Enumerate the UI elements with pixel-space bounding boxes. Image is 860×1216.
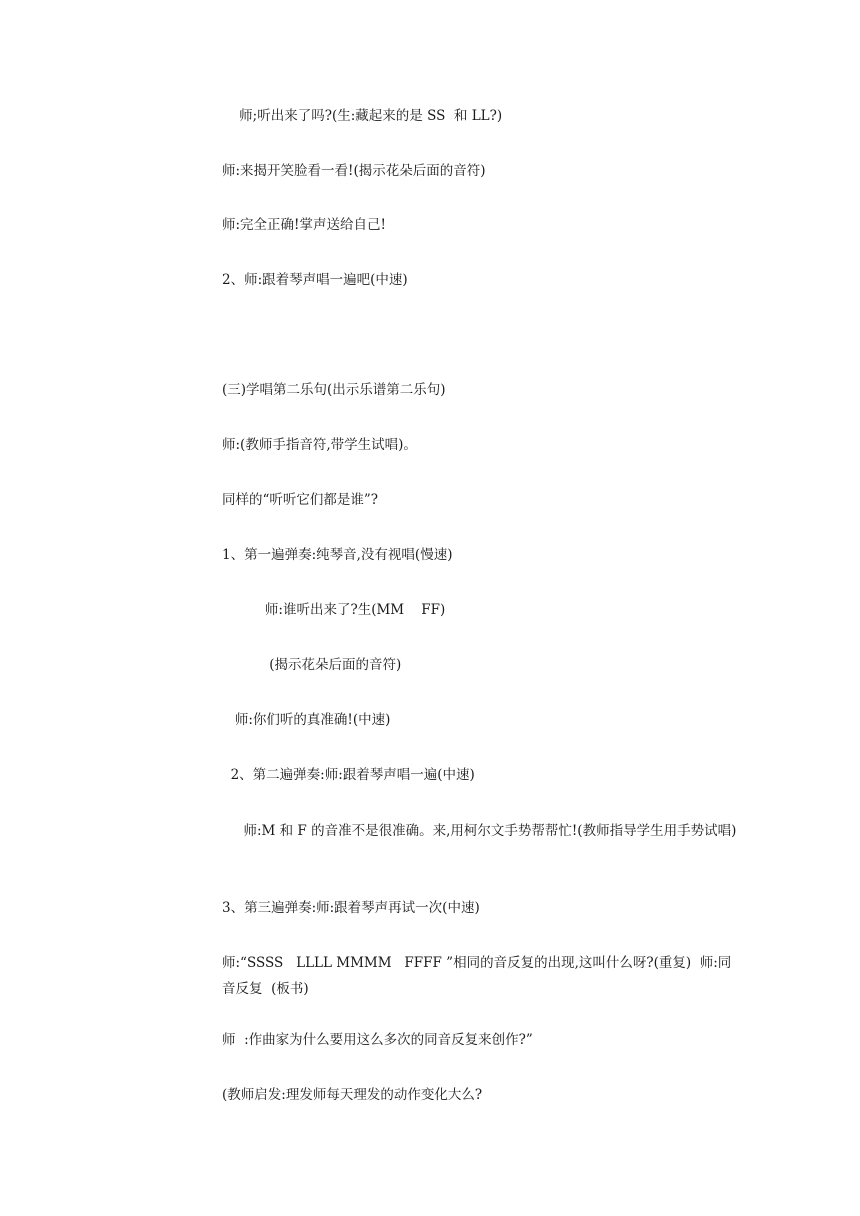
paragraph-accurate: 师:你们听的真准确!(中速)	[222, 712, 391, 728]
paragraph-second-play: 2、第二遍弹奏:师:跟着琴声唱一遍(中速)	[222, 767, 475, 783]
paragraph-teacher-question: 师;听出来了吗?(生:藏起来的是 SS 和 LL?)	[222, 108, 503, 124]
paragraph-hand-signs: 师:M 和 F 的音准不是很准确。来,用柯尔文手势帮帮忙!(教师指导学生用手势试唱)	[222, 823, 737, 839]
paragraph-applause: 师:完全正确!掌声送给自己!	[222, 217, 386, 233]
section-heading-second-phrase: (三)学唱第二乐句(出示乐谱第二乐句)	[222, 382, 446, 398]
paragraph-third-play: 3、第三遍弹奏:师:跟着琴声再试一次(中速)	[222, 900, 480, 916]
paragraph-composer-question: 师 :作曲家为什么要用这么多次的同音反复来创作?”	[222, 1032, 533, 1048]
paragraph-repetition: 师:“SSSS LLLL MMMM FFFF ”相同的音反复的出现,这叫什么呀?(重复) 师:同音反复 (板书)	[222, 955, 732, 997]
paragraph-barber-hint: (教师启发:理发师每天理发的动作变化大么?	[222, 1087, 483, 1103]
paragraph-reveal-smiley: 师:来揭开笑脸看一看!(揭示花朵后面的音符)	[222, 163, 486, 179]
paragraph-teacher-points: 师:(教师手指音符,带学生试唱)。	[222, 437, 417, 453]
paragraph-first-play: 1、第一遍弹奏:纯琴音,没有视唱(慢速)	[222, 547, 453, 563]
paragraph-who-heard: 师:谁听出来了?生(MM FF)	[222, 602, 446, 618]
paragraph-sing-along: 2、师:跟着琴声唱一遍吧(中速)	[222, 272, 408, 288]
paragraph-reveal-notes: (揭示花朵后面的音符)	[222, 657, 402, 673]
paragraph-listen-who: 同样的“听听它们都是谁”?	[222, 492, 379, 508]
